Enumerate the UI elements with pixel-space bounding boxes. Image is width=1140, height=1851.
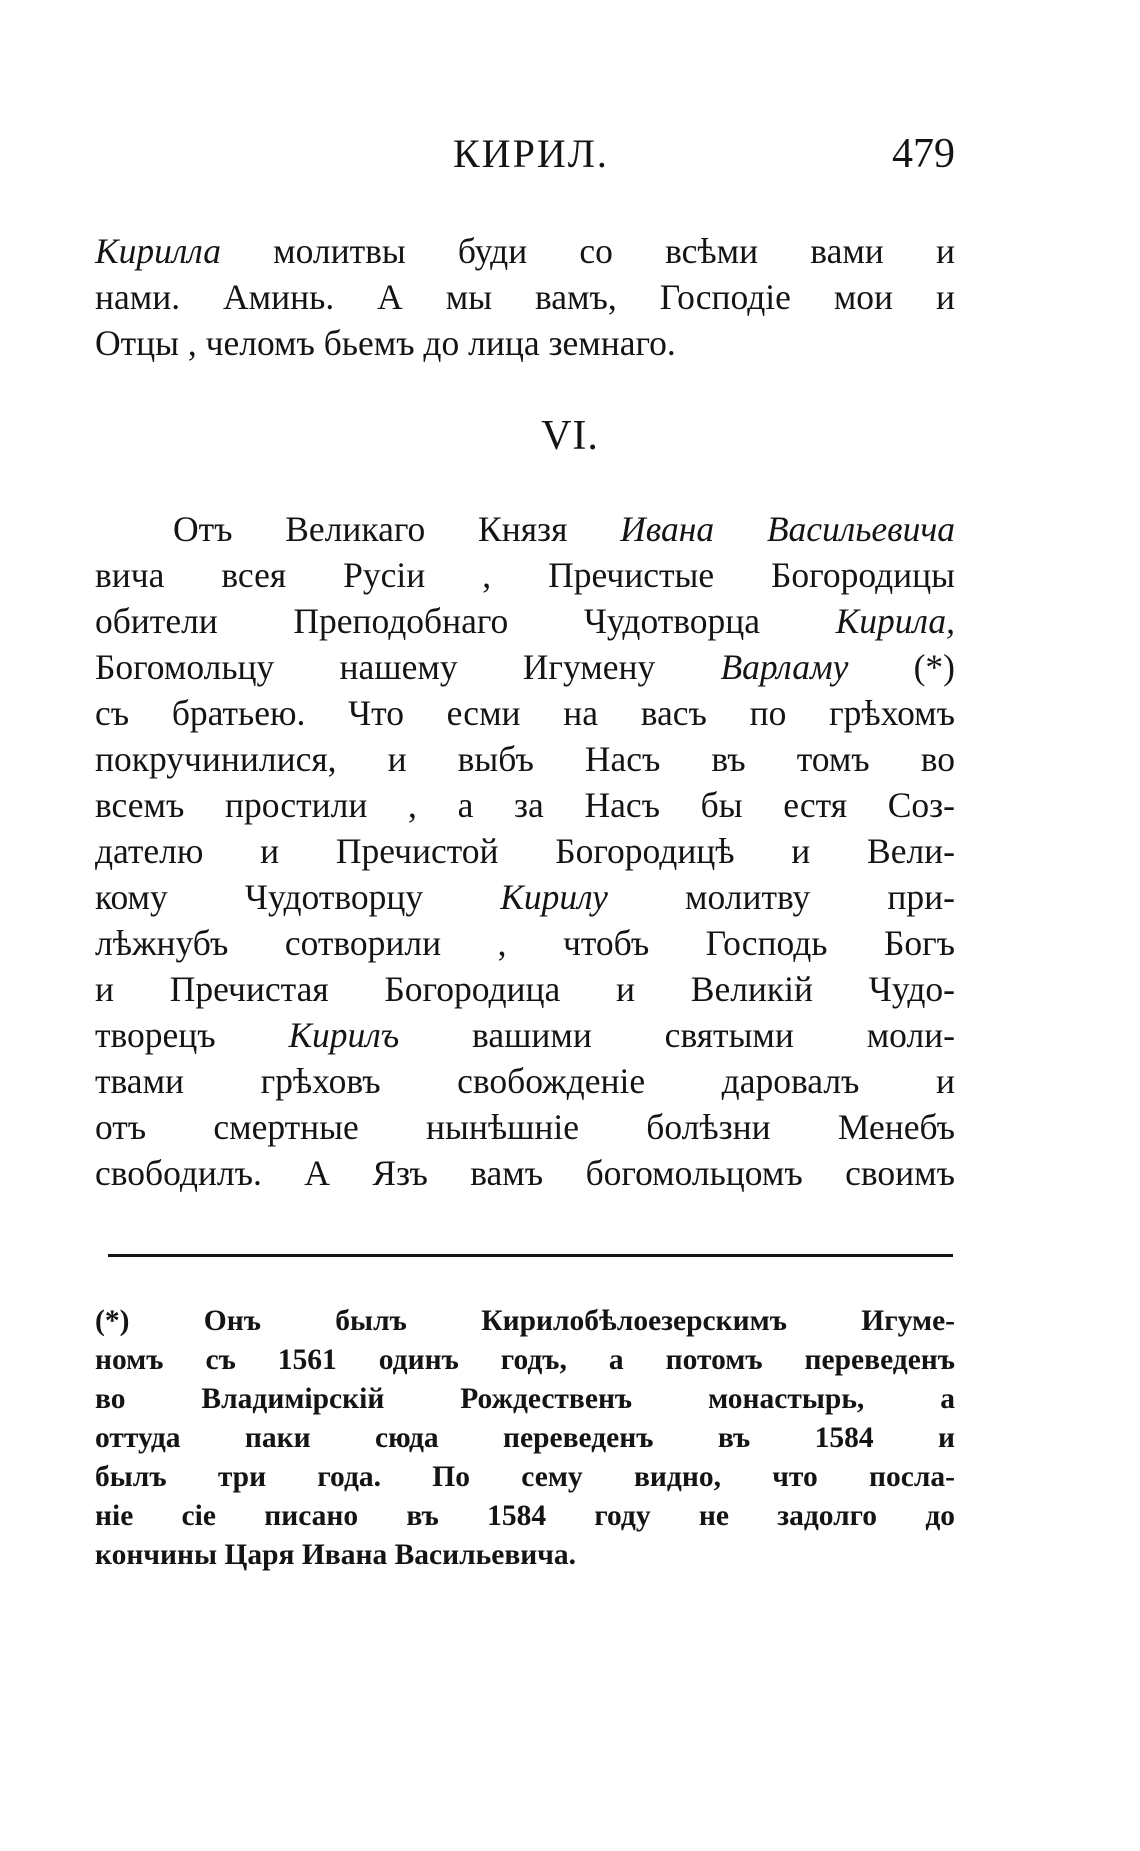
section-number: VI. <box>541 413 599 459</box>
running-head <box>95 130 955 190</box>
text-line: лѣжнубъ сотворили , чтобъ Господь Богъ <box>95 923 955 963</box>
text-line: нами. Аминь. А мы вамъ, Господіе мои и <box>95 277 955 317</box>
footnote-line: (*) Онъ былъ Кирилобѣлоезерскимъ Игуме- <box>95 1305 955 1337</box>
footnote-marker: (*) <box>848 647 955 687</box>
text-line: Богомольцу нашему Игумену Варламу (*) <box>95 647 955 687</box>
text-line: покручинилися, и выбъ Насъ въ томъ во <box>95 739 955 779</box>
text-line: обители Преподобнаго Чудотворца Кирила, <box>95 601 955 641</box>
name-kiril: Кирилъ <box>288 1015 400 1055</box>
footnote-line: кончины Царя Ивана Васильевича. <box>95 1539 577 1571</box>
text-line: всемъ простили , а за Насъ бы естя Соз- <box>95 785 955 825</box>
text-line: съ братьею. Что есми на васъ по грѣхомъ <box>95 693 955 733</box>
name-kirila: Кирила, <box>835 601 955 641</box>
text-line: Отцы , челомъ бьемъ до лица земнаго. <box>95 323 676 363</box>
text-line: и Пречистая Богородица и Великій Чудо- <box>95 969 955 1009</box>
text-line: твами грѣховъ свобожденіе даровалъ и <box>95 1061 955 1101</box>
footnote-line: номъ съ 1561 одинъ годъ, а потомъ переведенъ <box>95 1344 955 1376</box>
name-varlam: Варламу <box>720 647 849 687</box>
text-line: Отъ Великаго Князя Ивана Васильевича <box>173 509 955 549</box>
footnote-line: былъ три года. По сему видно, что посла- <box>95 1461 955 1493</box>
text-line: кому Чудотворцу Кирилу молитву при- <box>95 877 955 917</box>
page-number: 479 <box>892 131 955 177</box>
footnote-line: оттуда паки сюда переведенъ въ 1584 и <box>95 1422 955 1454</box>
name-kirilu: Кирилу <box>500 877 608 917</box>
text-line: вича всея Русіи , Пречистые Богородицы <box>95 555 955 595</box>
text-line: отъ смертные нынѣшніе болѣзни Менебъ <box>95 1107 955 1147</box>
footnote-line: ніе сіе писано въ 1584 году не задолго до <box>95 1500 955 1532</box>
text-line: Кирилла молитвы буди со всѣми вами и <box>95 231 955 271</box>
footnote-divider <box>108 1254 953 1257</box>
text-line: дателю и Пречистой Богородицѣ и Вели- <box>95 831 955 871</box>
running-head-title: КИРИЛ. <box>453 131 609 176</box>
text-line: творецъ Кирилъ вашими святыми моли- <box>95 1015 955 1055</box>
text-line: свободилъ. А Язъ вамъ богомольцомъ своимъ <box>95 1153 955 1193</box>
name-kirilla: Кирилла <box>95 231 221 271</box>
footnote-line: во Владимірскій Рождественъ монастырь, а <box>95 1383 955 1415</box>
name-ivan: Ивана Васильевича <box>620 509 955 549</box>
